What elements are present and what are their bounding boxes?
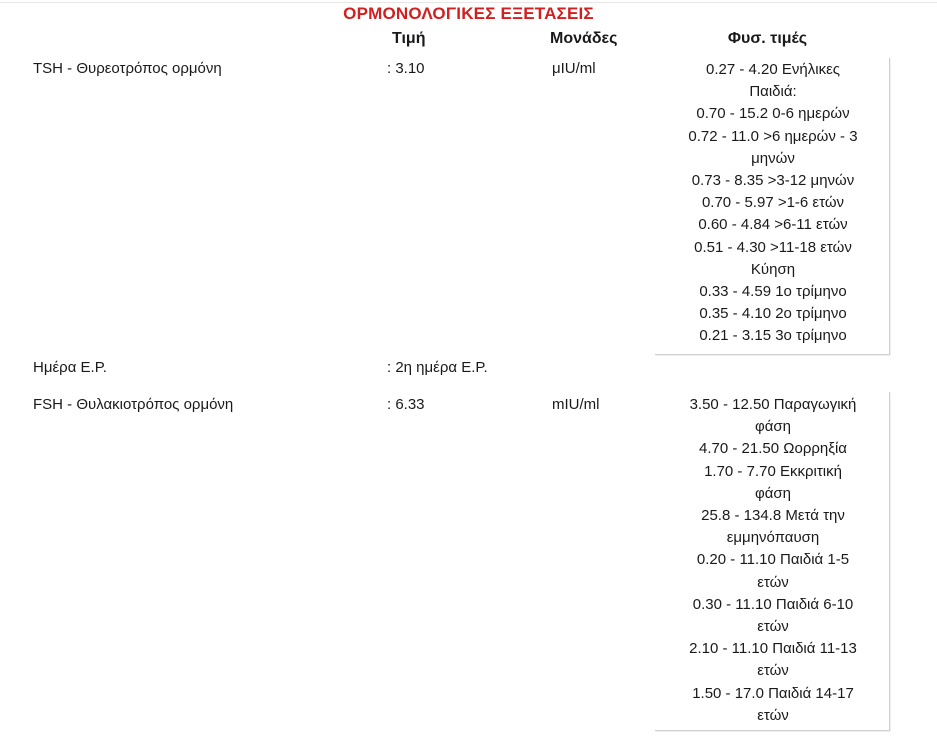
reference-line: 1.50 - 17.0 Παιδιά 14-17 <box>692 684 854 702</box>
top-divider <box>0 2 937 3</box>
reference-line: Παιδιά: <box>749 83 797 101</box>
test-value: : 3.10 <box>387 60 425 77</box>
reference-ranges <box>657 59 889 348</box>
reference-line: 0.21 - 3.15 3ο τρίμηνο <box>699 327 847 345</box>
reference-line: 0.70 - 15.2 0-6 ημερών <box>696 105 850 123</box>
column-header-value: Τιμή <box>392 30 426 47</box>
reference-line: 4.70 - 21.50 Ωορρηξία <box>699 440 847 458</box>
test-unit: mIU/ml <box>552 396 600 413</box>
reference-line: 2.10 - 11.10 Παιδιά 11-13 <box>689 640 857 658</box>
reference-line: 0.33 - 4.59 1ο τρίμηνο <box>699 283 847 301</box>
column-header-reference: Φυσ. τιμές <box>727 30 808 47</box>
reference-line: 0.35 - 4.10 2ο τρίμηνο <box>699 305 847 323</box>
reference-line: ετών <box>757 618 789 636</box>
reference-line: φάση <box>755 484 791 502</box>
reference-line: 0.72 - 11.0 >6 ημερών - 3 <box>688 127 858 145</box>
reference-line: Κύηση <box>750 260 796 278</box>
reference-line: ετών <box>757 662 789 680</box>
reference-line: ετών <box>757 573 789 591</box>
reference-line: εμμηνόπαυση <box>726 529 820 547</box>
page-title: ΟΡΜΟΝΟΛΟΓΙΚΕΣ ΕΞΕΤΑΣΕΙΣ <box>343 4 594 23</box>
reference-line: 0.73 - 8.35 >3-12 μηνών <box>691 172 855 190</box>
reference-line: 0.60 - 4.84 >6-11 ετών <box>698 216 848 234</box>
reference-line: 25.8 - 134.8 Μετά την <box>701 507 845 525</box>
reference-line: 0.30 - 11.10 Παιδιά 6-10 <box>692 595 854 613</box>
test-unit: μIU/ml <box>552 60 596 77</box>
test-name: TSH - Θυρεοτρόπος ορμόνη <box>33 60 222 77</box>
test-value: : 2η ημέρα Ε.Ρ. <box>387 359 488 376</box>
reference-line: μηνών <box>751 149 795 167</box>
test-name: Ημέρα Ε.Ρ. <box>33 359 107 376</box>
reference-line: 0.51 - 4.30 >11-18 ετών <box>694 238 852 256</box>
reference-line: 0.27 - 4.20 Ενήλικες <box>706 61 840 78</box>
reference-line: 3.50 - 12.50 Παραγωγική <box>689 396 857 413</box>
reference-line: φάση <box>755 418 791 436</box>
reference-line: 0.70 - 5.97 >1-6 ετών <box>701 194 845 212</box>
column-header-units: Μονάδες <box>550 30 618 47</box>
test-name: FSH - Θυλακιοτρόπος ορμόνη <box>33 396 234 413</box>
reference-ranges <box>657 394 889 727</box>
test-value: : 6.33 <box>387 396 425 413</box>
reference-line: 0.20 - 11.10 Παιδιά 1-5 <box>696 551 850 569</box>
reference-line: ετών <box>757 706 789 724</box>
reference-line: 1.70 - 7.70 Εκκριτική <box>704 462 842 480</box>
